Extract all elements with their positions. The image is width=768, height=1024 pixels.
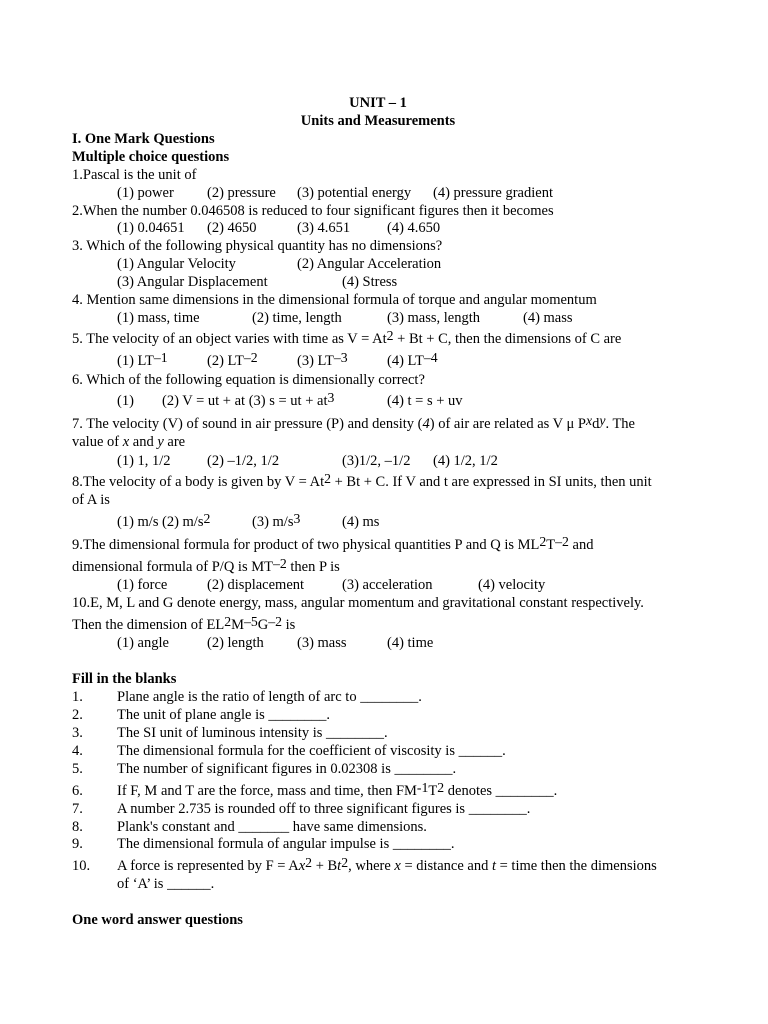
question-7: 7. The velocity (V) of sound in air pressure (P) and density (4) of air are related as V μ $P^xd^y$. The	[72, 413, 635, 432]
option: (4) ms	[342, 514, 380, 530]
question-2: 2.When the number 0.046508 is reduced to four significant figures then it becomes	[72, 203, 554, 219]
mcq-heading: Multiple choice questions	[72, 149, 230, 165]
option: (3)1/2, –1/2	[342, 453, 411, 469]
oneword-heading: One word answer questions	[72, 912, 243, 928]
option: (2) V = ut + at (3) s = ut + $at^3$	[162, 390, 335, 409]
option: (1) power	[117, 185, 174, 201]
option: (2) Angular Acceleration	[297, 256, 442, 272]
section-heading: I. One Mark Questions	[72, 131, 215, 147]
option: (2) time, length	[252, 310, 342, 326]
option: (1) 1, 1/2	[117, 453, 171, 469]
question-1: 1.Pascal is the unit of	[72, 167, 197, 183]
option: (2) $m/s^2$	[162, 511, 211, 530]
option: (1) m/s	[117, 514, 159, 530]
question-9-line2: dimensional formula of P/Q is $MT^{-2}$ then P is	[72, 556, 340, 575]
option: (1) $LT^{-1}$	[117, 350, 168, 369]
option: (1) angle	[117, 635, 169, 651]
question-3: 3. Which of the following physical quantity has no dimensions?	[72, 238, 443, 254]
question-6: 6. Which of the following equation is dimensionally correct?	[72, 372, 425, 388]
option: (2) –1/2, 1/2	[207, 453, 280, 469]
option: (3) potential energy	[297, 185, 412, 201]
question-10-line2: Then the dimension of $EL^2M^{-5}G^{-2}$ is	[72, 614, 296, 633]
option: (2) displacement	[207, 577, 305, 593]
option: (3) $m/s^3$	[252, 511, 301, 530]
option: (3) acceleration	[342, 577, 433, 593]
option: (4) 1/2, 1/2	[433, 453, 498, 469]
option: (4) time	[387, 635, 434, 651]
question-9: 9.The dimensional formula for product of two physical quantities P and Q is $ML^2T^{-2}$ and	[72, 534, 594, 553]
question-8: 8.The velocity of a body is given by $V = At^2 + Bt + C$. If V and t are expressed in SI units, then unit	[72, 471, 652, 490]
option: (1) force	[117, 577, 168, 593]
q5-text-b: + Bt + C, then the dimensions of C are	[393, 331, 622, 347]
option: (4) t = s + uv	[387, 393, 463, 409]
option: (4) velocity	[478, 577, 546, 593]
option: (4) mass	[523, 310, 573, 326]
option: (3) mass	[297, 635, 347, 651]
option: (4) Stress	[342, 274, 398, 290]
superscript: 2	[386, 328, 394, 343]
fill-heading: Fill in the blanks	[72, 671, 177, 687]
option: (3) Angular Displacement	[117, 274, 268, 290]
option: (3) mass, length	[387, 310, 481, 326]
unit-heading: UNIT – 1	[349, 95, 407, 111]
question-5	[72, 330, 621, 348]
question-4: 4. Mention same dimensions in the dimensional formula of torque and angular momentum	[72, 292, 597, 308]
option: (1) Angular Velocity	[117, 256, 236, 272]
option: (4) pressure gradient	[433, 185, 553, 201]
option: (2) $LT^{-2}$	[207, 350, 258, 369]
option: (2) 4650	[207, 220, 257, 236]
option: (2) pressure	[207, 185, 276, 201]
option: (2) length	[207, 635, 264, 651]
page-title: Units and Measurements	[300, 113, 456, 129]
option: (3) $LT^{-3}$	[297, 350, 348, 369]
option: (1) mass, time	[117, 310, 200, 326]
q5-text-a: 5. The velocity of an object varies with time as V = At	[72, 331, 387, 347]
option: (3) 4.651	[297, 220, 351, 236]
question-8-line2: of A is	[72, 492, 110, 508]
option: (4) $LT^{-4}$	[387, 350, 438, 369]
question-7-line2: value of x and y are	[72, 434, 186, 450]
option: (1) 0.04651	[117, 220, 185, 236]
option: (4) 4.650	[387, 220, 441, 236]
option: (1)	[117, 393, 134, 409]
question-10: 10.E, M, L and G denote energy, mass, angular momentum and gravitational constant respectively.	[72, 595, 644, 611]
